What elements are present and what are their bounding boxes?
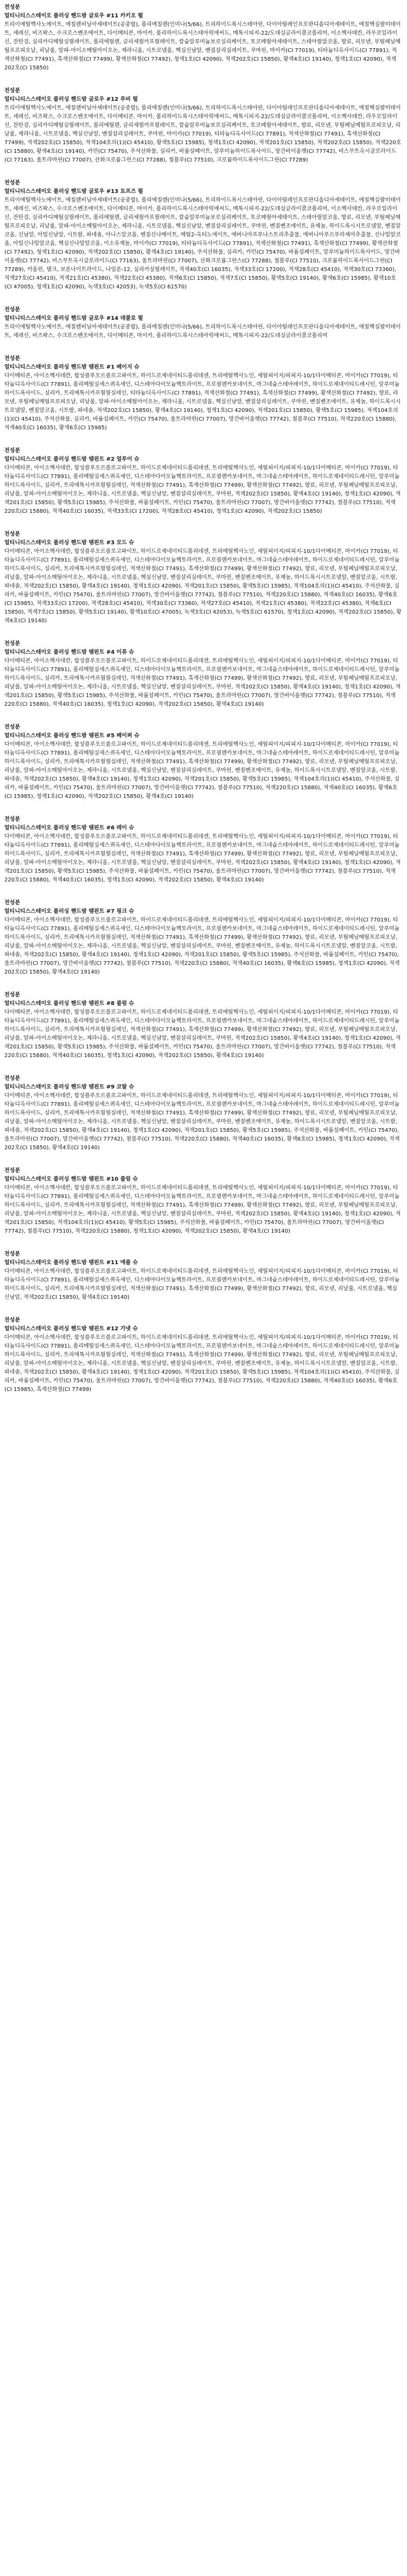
product-title: 얼티니티스스테이오 플러싱 핸드밤 글로우 #13 토프즈 펄	[4, 189, 143, 195]
ingredient-section-4	[4, 306, 402, 340]
ingredient-section-11	[4, 899, 402, 977]
section-label: 전성분	[4, 448, 20, 454]
product-title: 얼티니티스스테이오 플러싱 핸드밤 템핀트 #1 베이지 슈	[4, 364, 139, 370]
section-label: 전성분	[4, 180, 20, 186]
section-label: 전성분	[4, 1076, 20, 1081]
ingredient-list: 트리이에틸핵사노에이트, 에칠렌비닐아세테이트(공중합), 폴리에칠렌(인미나(5/66), 트리하이드록시스테아린, 다이아틸레인프로판디올디아세테이트, 에칠헥실팔미테이트, 세레신, 비즈왁스, 수크로스벤조에이트, 다이메티콘, 마이카, 폴리하이드록시스테아릭애씨드, 메톡시피지-22/도데실글라이콜코폴리머	[4, 324, 401, 339]
section-label: 전성분	[4, 992, 20, 998]
product-title: 얼티니티스스테이오 플러싱 핸드밤 템핀트 #6 레이 슈	[4, 825, 135, 831]
product-title: 얼티니티스스테이오 플러싱 핸드밤 템핀트 #10 플럼 슈	[4, 1176, 138, 1182]
section-label: 전성분	[4, 307, 20, 313]
ingredient-section-6	[4, 447, 402, 516]
ingredient-section-13	[4, 1074, 402, 1152]
ingredient-list: 다이메티콘, 아이소헥사데칸, 합성플루오르플로고파이트, 하이드로제네이티드폴리데센, 트리에틸헥사노인, 세틸피이지/피피지-10/1다이메티콘, 마이카(CI 77019), 티타늄디옥사이드(CI 77891), 폴리메틸실세스퀴옥세인, 디스테아다이모늄헥토라이트, 프로필렌카보네이트, 마그네슘스테아레이트, 하이드로제네이티드레시틴, 알루미늄하이드록사이드, 실리카, 트리에톡시카프릴릴실레인, 적색산화철(CI 77491), 흑색산화철(CI 77499), 황색산화철(CI 77492), 향료, 리모넨, 부틸페닐메틸프로피오날, 리날룰, 알파-아이소메틸아이오논, 제라니올, 시트로넬올, 헥실신남알, 벤질살리실레이트, 쿠마린, 적색202호(CI 15850), 황색4호(CI 19140), 청색1호(CI 42090), 적색201호(CI 15850), 황색5호(CI 15985), 주석산화물, 바륨설페이트, 카민(CI 75470), 울트라마린(CI 77007), 망간바이올렛(CI 77742), 철블루(CI 77510), 적색220호(CI 15880), 적색40호(CI 16035), 청색1호(CI 42090), 적색202호(CI 15850), 황색4호(CI 19140)	[4, 658, 401, 707]
ingredient-list: 다이메티콘, 아이소헥사데칸, 합성플루오르플로고파이트, 하이드로제네이티드폴리데센, 트리에틸헥사노인, 세틸피이지/피피지-10/1다이메티콘, 마이카(CI 77019), 티타늄디옥사이드(CI 77891), 폴리메틸실세스퀴옥세인, 디스테아다이모늄헥토라이트, 프로필렌카보네이트, 마그네슘스테아레이트, 하이드로제네이티드레시틴, 알루미늄하이드록사이드, 실리카, 트리에톡시카프릴릴실레인, 적색산화철(CI 77491), 흑색산화철(CI 77499), 황색산화철(CI 77492), 향료, 리모넨, 부틸페닐메틸프로피오날, 리날룰, 알파-아이소메틸아이오논, 제라니올, 시트로넬올, 헥실신남알, 벤질살리실레이트, 쿠마린, 벤질벤조에이트, 유제놀, 하이드록시시트로넬알, 벤질알코올, 시트랄, 파네솔, 적색202호(CI 15850), 황색4호(CI 19140), 청색1호(CI 42090), 적색201호(CI 15850), 황색5호(CI 15985), 적색104호의(1)(CI 45410), 주석산화물, 실리카, 바륨설페이트, 카민(CI 75470), 울트라마린(CI 77007), 망간바이올렛(CI 77742), 철블루(CI 77510), 적색220호(CI 15880), 적색40호(CI 16035), 황색6호(CI 15985), 적색33호(CI 17200), 적색28호(CI 45410), 적색30호(CI 73360), 적색27호(CI 45410), 적색21호(CI 45380), 적색22호(CI 45380), 적색6호(CI 15850), 적색7호(CI 15850), 황색5호(CI 19140), 황색10호(CI 47005), 녹색3호(CI 42053), 녹색5호(CI 61570), 청색1호(CI 42090), 적색202호(CI 15850), 황색4호(CI 19140)	[4, 549, 402, 624]
section-label: 전성분	[4, 356, 20, 362]
ingredient-section-5	[4, 355, 402, 433]
section-label: 전성분	[4, 900, 20, 906]
ingredient-section-12	[4, 991, 402, 1060]
ingredient-section-3	[4, 179, 402, 292]
section-label: 전성분	[4, 816, 20, 822]
ingredient-list: 다이메티콘, 아이소헥사데칸, 합성플루오르플로고파이트, 하이드로제네이티드폴리데센, 트리에틸헥사노인, 세틸피이지/피피지-10/1다이메티콘, 마이카(CI 77019), 티타늄디옥사이드(CI 77891), 폴리메틸실세스퀴옥세인, 디스테아다이모늄헥토라이트, 프로필렌카보네이트, 마그네슘스테아레이트, 하이드로제네이티드레시틴, 알루미늄하이드록사이드, 실리카, 트리에톡시카프릴릴실레인, 티타늄디옥사이드(CI 77891), 적색산화철(CI 77491), 흑색산화철(CI 77499), 황색산화철(CI 77492), 향료, 리모넨, 부틸페닐메틸프로피오날, 리날룰, 알파-아이소메틸아이오논, 제라니올, 시트로넬올, 헥실신남알, 벤질살리실레이트, 쿠마린, 벤질벤조에이트, 유제놀, 하이드록시시트로넬알, 벤질알코올, 시트랄, 파네솔, 적색202호(CI 15850), 황색4호(CI 19140), 청색1호(CI 42090), 적색201호(CI 15850), 황색5호(CI 15985), 적색104호의(1)(CI 45410), 주석산화물, 실리카, 바륨설페이트, 카민(CI 75470), 울트라마린(CI 77007), 망간바이올렛(CI 77742), 철블루(CI 77510), 적색220호(CI 15880), 적색40호(CI 16035), 황색6호(CI 15985)	[4, 373, 401, 431]
product-title: 얼티니티스스테이오 플러싱 핸드밤 템핀트 #12 가넷 슈	[4, 1326, 138, 1332]
product-title: 얼티니티스스테이오 플러싱 핸드밤 글로우 #11 카키오 펄	[4, 13, 143, 19]
ingredient-list: 다이메티콘, 아이소헥사데칸, 합성플루오르플로고파이트, 하이드로제네이티드폴리데센, 트리에틸헥사노인, 세틸피이지/피피지-10/1다이메티콘, 마이카(CI 77019), 티타늄디옥사이드(CI 77891), 폴리메틸실세스퀴옥세인, 디스테아다이모늄헥토라이트, 프로필렌카보네이트, 마그네슘스테아레이트, 하이드로제네이티드레시틴, 알루미늄하이드록사이드, 실리카, 트리에톡시카프릴릴실레인, 적색산화철(CI 77491), 흑색산화철(CI 77499), 황색산화철(CI 77492), 향료, 리모넨, 리날룰, 시트로넬올, 헥실신남알, 적색202호(CI 15850), 황색4호(CI 19140)	[4, 1268, 400, 1300]
ingredient-list: 다이메티콘, 아이소헥사데칸, 합성플루오르플로고파이트, 하이드로제네이티드폴리데센, 트리에틸헥사노인, 세틸피이지/피피지-10/1다이메티콘, 마이카(CI 77019), 티타늄디옥사이드(CI 77891), 폴리메틸실세스퀴옥세인, 디스테아다이모늄헥토라이트, 프로필렌카보네이트, 마그네슘스테아레이트, 하이드로제네이티드레시틴, 알루미늄하이드록사이드, 실리카, 트리에톡시카프릴릴실레인, 적색산화철(CI 77491), 흑색산화철(CI 77499), 황색산화철(CI 77492), 향료, 리모넨, 부틸페닐메틸프로피오날, 리날룰, 알파-아이소메틸아이오논, 제라니올, 시트로넬올, 헥실신남알, 벤질살리실레이트, 쿠마린, 벤질벤조에이트, 유제놀, 하이드록시시트로넬알, 벤질알코올, 시트랄, 파네솔, 적색202호(CI 15850), 황색4호(CI 19140), 청색1호(CI 42090), 적색201호(CI 15850), 황색5호(CI 15985), 적색104호의(1)(CI 45410), 주석산화물, 실리카, 바륨설페이트, 카민(CI 75470), 울트라마린(CI 77007), 망간바이올렛(CI 77742), 철블루(CI 77510), 적색220호(CI 15880), 적색40호(CI 16035), 황색6호(CI 15985), 흑색산화철(CI 77499)	[4, 1335, 400, 1393]
product-title: 얼티니티스스테이오 플러싱 핸드밤 템핀트 #2 얼루어 슈	[4, 456, 139, 462]
product-title: 얼티니티스스테이오 플러싱 핸드밤 템핀트 #7 핑크 슈	[4, 909, 135, 915]
ingredient-section-1	[4, 3, 402, 73]
ingredient-section-16	[4, 1316, 402, 1394]
ingredient-section-2	[4, 87, 402, 165]
product-title: 얼티니티스스테이오 플러싱 핸드밤 템핀트 #11 애플 슈	[4, 1260, 138, 1266]
ingredient-section-15	[4, 1250, 402, 1302]
section-label: 전성분	[4, 4, 20, 10]
section-label: 전성분	[4, 1251, 20, 1257]
ingredient-list: 트리이에틸핵사노에이트, 에칠렌비닐아세테이트(공중합), 폴리에칠렌(인미나(5/66), 트리하이드록시스테아린, 다이아틸레인프로판디올디아세테이트, 에칠헥실팔미테이트, 세레신, 비즈왁스, 수크로스벤조에이트, 다이메티콘, 마이카, 폴리하이드록시스테아릭애씨드, 메톡시피지-22/도데실글라이콜코폴리머, 이소헥사데칸, 라우로일라이신, 잔탄검, 실리카디메틸실릴레이트, 폴리에틸렌, 글리세릴카프릴레이트, 칼슘알루미늄보로실리케이트, 토코페릴아세테이트, 향료, 리모넨, 부틸페닐메틸프로피오날, 리날룰, 제라니올, 시트로넬올, 헥실신남알, 벤질살리실레이트, 쿠마린, 마이카(CI 77019), 티타늄디옥사이드(CI 77891), 적색산화철(CI 77491), 흑색산화철(CI 77499), 적색202호(CI 15850), 적색104호의(1)(CI 45410), 황색5호(CI 15985), 청색1호(CI 42090), 적색201호(CI 15850), 적색202호(CI 15850), 적색220호(CI 15880), 황색4호(CI 19140), 카민(CI 75470), 주석산화물, 실리카, 바륨설페이트, 알루미늄하이드록사이드, 망간바이올렛(CI 77742), 비스무트옥시클로라이드(CI 77163), 울트라마린(CI 77007), 산화크로뮴그린스(CI 77288), 철블루(CI 77510), 크로뮴하이드록사이드그린(CI 77289)	[4, 105, 402, 163]
product-title: 얼티니티스스테이오 플러싱 핸드밤 템핀트 #3 모드 슈	[4, 540, 135, 546]
ingredient-list: 다이메티콘, 아이소헥사데칸, 합성플루오르플로고파이트, 하이드로제네이티드폴리데센, 트리에틸헥사노인, 세틸피이지/피피지-10/1다이메티콘, 마이카(CI 77019), 티타늄디옥사이드(CI 77891), 폴리메틸실세스퀴옥세인, 디스테아다이모늄헥토라이트, 프로필렌카보네이트, 마그네슘스테아레이트, 하이드로제네이티드레시틴, 알루미늄하이드록사이드, 실리카, 트리에톡시카프릴릴실레인, 적색산화철(CI 77491), 흑색산화철(CI 77499), 황색산화철(CI 77492), 향료, 리모넨, 부틸페닐메틸프로피오날, 리날룰, 알파-아이소메틸아이오논, 제라니올, 시트로넬올, 헥실신남알, 벤질살리실레이트, 쿠마린, 적색202호(CI 15850), 황색4호(CI 19140), 청색1호(CI 42090), 적색201호(CI 15850), 적색104호의(1)(CI 45410), 황색5호(CI 15985), 주석산화물, 바륨설페이트, 카민(CI 75470), 울트라마린(CI 77007), 망간바이올렛(CI 77742), 철블루(CI 77510), 적색220호(CI 15880), 청색1호(CI 42090), 적색202호(CI 15850), 황색4호(CI 19140)	[4, 1185, 401, 1234]
section-label: 전성분	[4, 531, 20, 537]
ingredient-section-8	[4, 640, 402, 709]
section-label: 전성분	[4, 88, 20, 94]
section-label: 전성분	[4, 1317, 20, 1323]
product-title: 얼티니티스스테이오 플러싱 핸드밤 글로우 #14 데콜로 펄	[4, 315, 143, 321]
ingredient-section-9	[4, 723, 402, 801]
ingredient-list: 트리이에틸핵사노에이트, 에칠렌비닐아세테이트(공중합), 폴리에칠렌(인미나(5/66), 트리하이드록시스테아린, 다이아틸레인프로판디올디아세테이트, 에칠헥실팔미테이트, 세레신, 비즈왁스, 수크로스벤조에이트, 다이메티콘, 마이카, 폴리하이드록시스테아릭애씨드, 메톡시피지-22/도데실글라이콜코폴리머, 이소헥사데칸, 라우로일라이신, 잔탄검, 실리카디메틸실릴레이트, 폴리에틸렌, 글리세릴카프릴레이트, 칼슘알루미늄보로실리케이트, 토코페릴아세테이트, 스테아릴알코올, 향료, 리모넨, 부틸페닐메틸프로피오날, 리날룰, 알파-아이소메틸아이오논, 제라니올, 시트로넬올, 헥실신남알, 벤질살리실레이트, 쿠마린, 벤질벤조에이트, 유제놀, 하이드록시시트로넬알, 벤질알코올, 신남알, 아밀신남알, 시트랄, 파네솔, 아니스알코올, 벤질신나메이트, 메틸2-옥티노에이트, 에버니아프루나스트리추출물, 에버니아푸르푸라세아추출물, 신나밀알코올, 아밀신나밀알코올, 헥실신나밀알코올, 이소유제놀, 마이카(CI 77019), 티타늄디옥사이드(CI 77891), 적색산화철(CI 77491), 흑색산화철(CI 77499), 황색산화철(CI 77492), 청색1호(CI 42090), 적색202호(CI 15850), 황색4호(CI 19140), 주석산화물, 실리카, 카민(CI 75470), 바륨설페이트, 알루미늄하이드록사이드, 망간바이올렛(CI 77742), 비스무트옥시클로라이드(CI 77163), 울트라마린(CI 77007), 산화크로뮴그린스(CI 77288), 철블루(CI 77510), 크로뮴하이드록사이드그린(CI 77289), 카올린, 탤크, 보론나이트라이드, 나일론-12, 실리카실릴레이트, 적색40호(CI 16035), 적색33호(CI 17200), 적색28호(CI 45410), 적색30호(CI 73360), 적색27호(CI 45410), 적색21호(CI 45380), 적색22호(CI 45380), 적색6호(CI 15850), 적색7호(CI 15850), 황색5호(CI 19140), 황색6호(CI 15985), 황색10호(CI 47005), 청색1호(CI 42090), 녹색3호(CI 42053), 녹색5호(CI 61570)	[4, 197, 401, 290]
ingredient-list: 트리이에틸핵사노에이트, 에칠렌비닐아세테이트(공중합), 폴리에칠렌(인미나(5/66), 트리하이드록시스테아린, 다이아틸레인프로판디올디아세테이트, 에칠헥실팔미테이트, 세레신, 비즈왁스, 수크로스벤조에이트, 다이메티콘, 마이카, 폴리하이드록시스테아릭애씨드, 메톡시피지-22/도데실글라이콜코폴리머, 이소헥사데칸, 라우로일라이신, 잔탄검, 실리카디메틸실릴레이트, 폴리에틸렌, 글리세릴카프릴레이트, 칼슘알루미늄보로실리케이트, 토코페릴아세테이트, 스테아릴알코올, 향료, 리모넨, 부틸페닐메틸프로피오날, 리날룰, 알파-아이소메틸아이오논, 제라니올, 시트로넬올, 헥실신남알, 벤질살리실레이트, 쿠마린, 마이카(CI 77019), 티타늄디옥사이드(CI 77891), 적색산화철(CI 77491), 흑색산화철(CI 77499), 황색산화철(CI 77492), 청색1호(CI 42090), 적색202호(CI 15850), 황색4호(CI 19140), 청색1호(CI 42090), 적색202호(CI 15850)	[4, 22, 401, 71]
ingredient-list: 다이메티콘, 아이소헥사데칸, 합성플루오르플로고파이트, 하이드로제네이티드폴리데센, 트리에틸헥사노인, 세틸피이지/피피지-10/1다이메티콘, 마이카(CI 77019), 티타늄디옥사이드(CI 77891), 폴리메틸실세스퀴옥세인, 디스테아다이모늄헥토라이트, 프로필렌카보네이트, 마그네슘스테아레이트, 하이드로제네이티드레시틴, 알루미늄하이드록사이드, 실리카, 트리에톡시카프릴릴실레인, 적색산화철(CI 77491), 흑색산화철(CI 77499), 황색산화철(CI 77492), 향료, 리모넨, 부틸페닐메틸프로피오날, 리날룰, 알파-아이소메틸아이오논, 제라니올, 시트로넬올, 헥실신남알, 벤질살리실레이트, 쿠마린, 적색202호(CI 15850), 황색4호(CI 19140), 청색1호(CI 42090), 적색201호(CI 15850), 황색5호(CI 15985), 주석산화물, 바륨설페이트, 카민(CI 75470), 울트라마린(CI 77007), 망간바이올렛(CI 77742), 철블루(CI 77510), 적색220호(CI 15880), 적색40호(CI 16035), 청색1호(CI 42090), 적색202호(CI 15850), 황색4호(CI 19140)	[4, 834, 401, 883]
ingredient-list: 다이메티콘, 아이소헥사데칸, 합성플루오르플로고파이트, 하이드로제네이티드폴리데센, 트리에틸헥사노인, 세틸피이지/피피지-10/1다이메티콘, 마이카(CI 77019), 티타늄디옥사이드(CI 77891), 폴리메틸실세스퀴옥세인, 디스테아다이모늄헥토라이트, 프로필렌카보네이트, 마그네슘스테아레이트, 하이드로제네이티드레시틴, 알루미늄하이드록사이드, 실리카, 트리에톡시카프릴릴실레인, 적색산화철(CI 77491), 흑색산화철(CI 77499), 황색산화철(CI 77492), 향료, 리모넨, 부틸페닐메틸프로피오날, 리날룰, 알파-아이소메틸아이오논, 제라니올, 시트로넬올, 헥실신남알, 벤질살리실레이트, 쿠마린, 벤질벤조에이트, 유제놀, 하이드록시시트로넬알, 벤질알코올, 시트랄, 파네솔, 적색202호(CI 15850), 황색4호(CI 19140), 청색1호(CI 42090), 적색201호(CI 15850), 황색5호(CI 15985), 주석산화물, 바륨설페이트, 카민(CI 75470), 울트라마린(CI 77007), 망간바이올렛(CI 77742), 철블루(CI 77510), 적색220호(CI 15880), 적색40호(CI 16035), 황색6호(CI 15985), 청색1호(CI 42090), 적색202호(CI 15850), 황색4호(CI 19140)	[4, 917, 401, 975]
product-title: 얼티니티스스테이오 플러싱 핸드밤 템핀트 #9 코랄 슈	[4, 1084, 135, 1090]
ingredient-list: 다이메티콘, 아이소헥사데칸, 합성플루오르플로고파이트, 하이드로제네이티드폴리데센, 트리에틸헥사노인, 세틸피이지/피피지-10/1다이메티콘, 마이카(CI 77019), 티타늄디옥사이드(CI 77891), 폴리메틸실세스퀴옥세인, 디스테아다이모늄헥토라이트, 프로필렌카보네이트, 마그네슘스테아레이트, 하이드로제네이티드레시틴, 알루미늄하이드록사이드, 실리카, 트리에톡시카프릴릴실레인, 적색산화철(CI 77491), 흑색산화철(CI 77499), 황색산화철(CI 77492), 향료, 리모넨, 부틸페닐메틸프로피오날, 리날룰, 알파-아이소메틸아이오논, 제라니올, 시트로넬올, 헥실신남알, 벤질살리실레이트, 쿠마린, 적색202호(CI 15850), 황색4호(CI 19140), 청색1호(CI 42090), 적색201호(CI 15850), 황색5호(CI 15985), 주석산화물, 바륨설페이트, 카민(CI 75470), 울트라마린(CI 77007), 망간바이올렛(CI 77742), 철블루(CI 77510), 적색220호(CI 15880), 적색40호(CI 16035), 청색1호(CI 42090), 적색202호(CI 15850), 황색4호(CI 19140)	[4, 1009, 401, 1059]
product-title: 얼티니티스스테이오 플러싱 핸드밤 템핀트 #5 페이퍼 슈	[4, 733, 139, 739]
section-label: 전성분	[4, 1168, 20, 1174]
product-title: 얼티니티스스테이오 플러싱 핸드밤 템핀트 #8 플럼 슈	[4, 1001, 135, 1007]
ingredient-section-14	[4, 1167, 402, 1236]
ingredient-section-7	[4, 530, 402, 626]
ingredient-list: 다이메티콘, 아이소헥사데칸, 합성플루오르플로고파이트, 하이드로제네이티드폴리데센, 트리에틸헥사노인, 세틸피이지/피피지-10/1다이메티콘, 마이카(CI 77019), 티타늄디옥사이드(CI 77891), 폴리메틸실세스퀴옥세인, 디스테아다이모늄헥토라이트, 프로필렌카보네이트, 마그네슘스테아레이트, 하이드로제네이티드레시틴, 알루미늄하이드록사이드, 실리카, 트리에톡시카프릴릴실레인, 적색산화철(CI 77491), 흑색산화철(CI 77499), 황색산화철(CI 77492), 향료, 리모넨, 부틸페닐메틸프로피오날, 리날룰, 알파-아이소메틸아이오논, 제라니올, 시트로넬올, 헥실신남알, 벤질살리실레이트, 쿠마린, 벤질벤조에이트, 유제놀, 하이드록시시트로넬알, 벤질알코올, 시트랄, 파네솔, 적색202호(CI 15850), 황색4호(CI 19140), 청색1호(CI 42090), 적색201호(CI 15850), 황색5호(CI 15985), 적색104호의(1)(CI 45410), 주석산화물, 실리카, 바륨설페이트, 카민(CI 75470), 울트라마린(CI 77007), 망간바이올렛(CI 77742), 철블루(CI 77510), 적색220호(CI 15880), 적색40호(CI 16035), 황색6호(CI 15985), 청색1호(CI 42090), 적색202호(CI 15850), 황색4호(CI 19140)	[4, 742, 400, 800]
ingredient-list: 다이메티콘, 아이소헥사데칸, 합성플루오르플로고파이트, 하이드로제네이티드폴리데센, 트리에틸헥사노인, 세틸피이지/피피지-10/1다이메티콘, 마이카(CI 77019), 티타늄디옥사이드(CI 77891), 폴리메틸실세스퀴옥세인, 디스테아다이모늄헥토라이트, 프로필렌카보네이트, 마그네슘스테아레이트, 하이드로제네이티드레시틴, 알루미늄하이드록사이드, 실리카, 트리에톡시카프릴릴실레인, 적색산화철(CI 77491), 흑색산화철(CI 77499), 황색산화철(CI 77492), 향료, 리모넨, 부틸페닐메틸프로피오날, 리날룰, 알파-아이소메틸아이오논, 제라니올, 시트로넬올, 헥실신남알, 벤질살리실레이트, 쿠마린, 적색202호(CI 15850), 황색4호(CI 19140), 청색1호(CI 42090), 적색201호(CI 15850), 황색5호(CI 15985), 주석산화물, 바륨설페이트, 카민(CI 75470), 울트라마린(CI 77007), 망간바이올렛(CI 77742), 철블루(CI 77510), 적색220호(CI 15880), 적색40호(CI 16035), 적색33호(CI 17200), 적색28호(CI 45410), 청색1호(CI 42090), 적색202호(CI 15850)	[4, 465, 401, 514]
section-label: 전성분	[4, 724, 20, 730]
product-title: 얼티니티스스테이오 플러싱 핸드밤 글로우 #12 루비 펄	[4, 96, 138, 102]
ingredient-list: 다이메티콘, 아이소헥사데칸, 합성플루오르플로고파이트, 하이드로제네이티드폴리데센, 트리에틸헥사노인, 세틸피이지/피피지-10/1다이메티콘, 마이카(CI 77019), 티타늄디옥사이드(CI 77891), 폴리메틸실세스퀴옥세인, 디스테아다이모늄헥토라이트, 프로필렌카보네이트, 마그네슘스테아레이트, 하이드로제네이티드레시틴, 알루미늄하이드록사이드, 실리카, 트리에톡시카프릴릴실레인, 적색산화철(CI 77491), 흑색산화철(CI 77499), 황색산화철(CI 77492), 향료, 리모넨, 부틸페닐메틸프로피오날, 리날룰, 알파-아이소메틸아이오논, 제라니올, 시트로넬올, 헥실신남알, 벤질살리실레이트, 쿠마린, 벤질벤조에이트, 유제놀, 하이드록시시트로넬알, 벤질알코올, 시트랄, 파네솔, 적색202호(CI 15850), 황색4호(CI 19140), 청색1호(CI 42090), 적색201호(CI 15850), 황색5호(CI 15985), 주석산화물, 바륨설페이트, 카민(CI 75470), 울트라마린(CI 77007), 망간바이올렛(CI 77742), 철블루(CI 77510), 적색220호(CI 15880), 적색40호(CI 16035), 황색6호(CI 15985), 청색1호(CI 42090), 적색202호(CI 15850), 황색4호(CI 19140)	[4, 1093, 401, 1151]
product-title: 얼티니티스스테이오 플러싱 핸드밤 템핀트 #4 이퓨 슈	[4, 649, 135, 655]
ingredient-section-10	[4, 815, 402, 885]
section-label: 전성분	[4, 641, 20, 647]
